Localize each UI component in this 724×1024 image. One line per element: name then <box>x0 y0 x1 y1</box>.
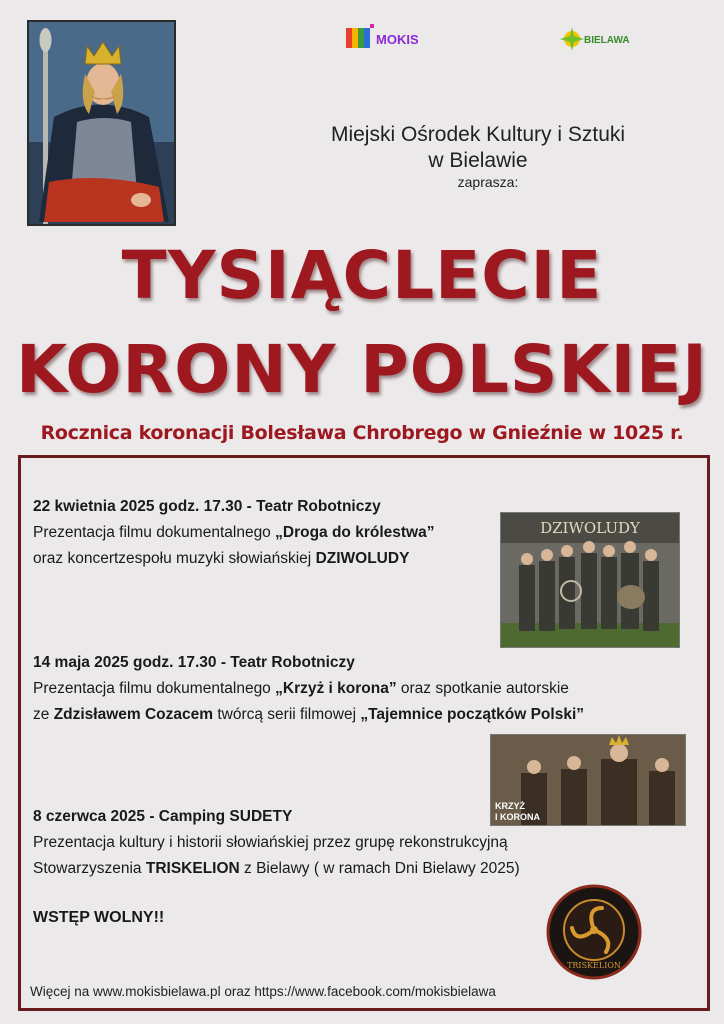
svg-text:KRZYŻ: KRZYŻ <box>495 801 525 811</box>
free-entry: WSTĘP WOLNY!! <box>33 909 165 926</box>
organizer-name: Miejski Ośrodek Kultury i Sztuki <box>330 123 626 146</box>
event-1: 22 kwietnia 2025 godz. 17.30 - Teatr Robotniczy Prezentacja filmu dokumentalnego „Droga do królestwa” oraz koncertzespołu muzyki słowiańskiej DZIWOLUDY <box>33 498 435 567</box>
event-3-heading: 8 czerwca 2025 - Camping SUDETY <box>33 808 293 825</box>
bielawa-logo <box>560 24 632 54</box>
king-portrait <box>27 20 176 226</box>
main-title-line2: KORONY POLSKIEJ <box>16 331 708 408</box>
invite-text: zaprasza: <box>457 174 519 190</box>
triskelion-badge <box>546 884 642 980</box>
event-2-heading: 14 maja 2025 godz. 17.30 - Teatr Robotniczy <box>33 654 355 671</box>
event-3: 8 czerwca 2025 - Camping SUDETY Prezentacja kultury i historii słowiańskiej przez grupę rekonstrukcyjną Stowarzyszenia TRISKELION z Bielawy ( w ramach Dni Bielawy 2025) <box>33 808 520 877</box>
event-1-heading: 22 kwietnia 2025 godz. 17.30 - Teatr Robotniczy <box>33 498 381 515</box>
event-2: 14 maja 2025 godz. 17.30 - Teatr Robotniczy Prezentacja filmu dokumentalnego „Krzyż i korona” oraz spotkanie autorskie ze Zdzisławem Cozacem twórcą serii filmowej „Tajemnice początków Polski” <box>33 654 584 723</box>
footer-links: Więcej na www.mokisbielawa.pl oraz https://www.facebook.com/mokisbielawa <box>30 984 496 999</box>
svg-text:MOKIS: MOKIS <box>376 32 418 47</box>
svg-text:TRISKELION: TRISKELION <box>567 961 621 970</box>
main-title-line1: TYSIĄCLECIE <box>121 237 603 314</box>
organizer-block <box>300 122 656 190</box>
mokis-logo <box>344 20 418 54</box>
subtitle: Rocznica koronacji Bolesława Chrobrego w Gnieźnie w 1025 r. <box>40 422 684 444</box>
dziwoludy-photo <box>500 512 680 648</box>
organizer-city: w Bielawie <box>428 149 528 172</box>
svg-text:BIELAWA: BIELAWA <box>584 35 630 46</box>
svg-text:DZIWOLUDY: DZIWOLUDY <box>540 519 640 537</box>
svg-text:I KORONA: I KORONA <box>495 812 540 822</box>
